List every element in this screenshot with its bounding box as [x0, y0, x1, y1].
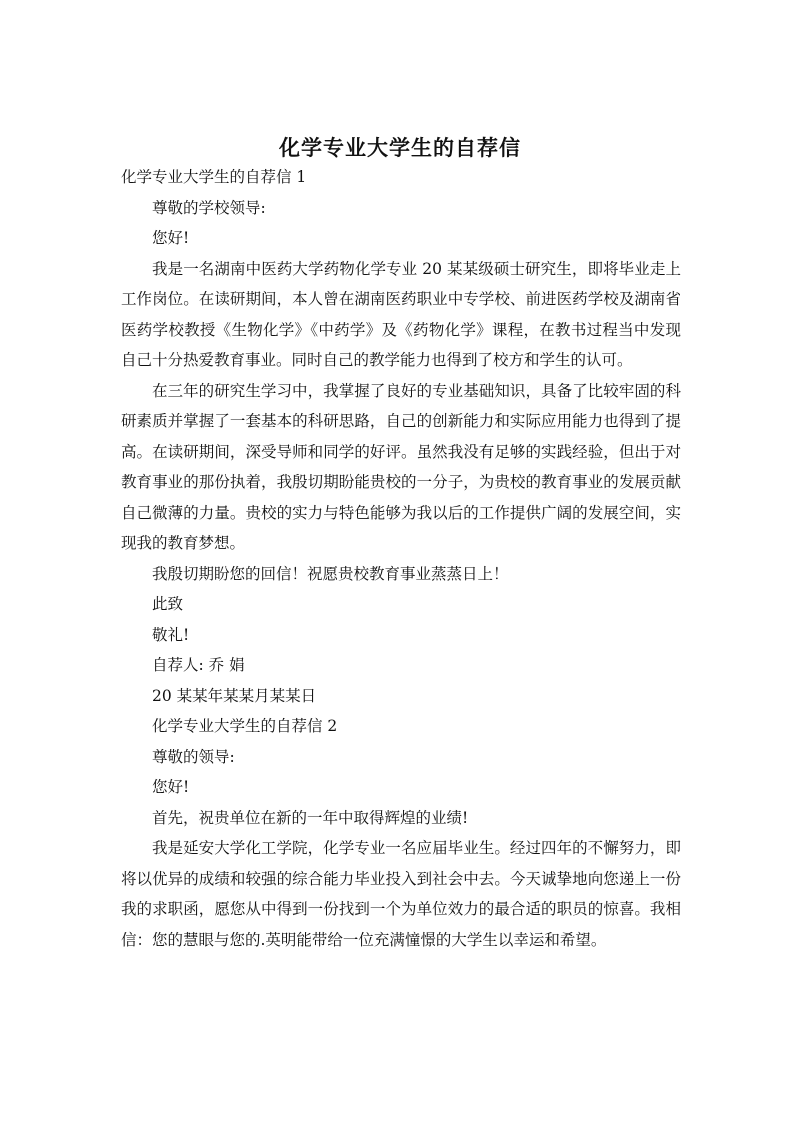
document-body	[121, 162, 681, 955]
paragraph-introduction: 我是一名湖南中医药大学药物化学专业 20 某某级硕士研究生，即将毕业走上工作岗位。在读研期间，本人曾在湖南医药职业中专学校、前进医药学校及湖南省医药学校教授《生物化学》《中药学》及《药物化学》课程，在教书过程当中发现自己十分热爱教育事业。同时自己的教学能力也得到了校方和学生的认可。	[121, 259, 681, 369]
paragraph-date: 20 某某年某某月某某日	[152, 686, 317, 705]
paragraph-wishes: 首先，祝贵单位在新的一年中取得辉煌的业绩!	[152, 808, 469, 827]
document-title: 化学专业大学生的自荐信	[279, 136, 521, 161]
paragraph-salutation: 尊敬的学校领导:	[152, 198, 266, 217]
paragraph-closing-wish: 我殷切期盼您的回信！祝愿贵校教育事业蒸蒸日上！	[152, 564, 509, 583]
paragraph-greeting-2: 您好!	[152, 778, 190, 796]
paragraph-jingli: 敬礼!	[152, 625, 190, 644]
paragraph-salutation-2: 尊敬的领导:	[152, 747, 235, 766]
paragraph-self-introduction: 我是延安大学化工学院，化学专业一名应届毕业生。经过四年的不懈努力，即将以优异的成绩和较强的综合能力毕业投入到社会中去。今天诚挚地向您递上一份我的求职函，愿您从中得到一份找到一个为单位效力的最合适的职员的惊喜。我相信：您的慧眼与您的.英明能带给一位充满憧憬的大学生以幸运和希望。	[121, 839, 681, 949]
paragraph-signature: 自荐人: 乔 娟	[152, 656, 245, 674]
paragraph-cizhi: 此致	[152, 595, 184, 613]
paragraph-heading-2: 化学专业大学生的自荐信 2	[152, 717, 338, 735]
paragraph-study-experience: 在三年的研究生学习中，我掌握了良好的专业基础知识，具备了比较牢固的科研素质并掌握了一套基本的科研思路，自己的创新能力和实际应用能力也得到了提高。在读研期间，深受导师和同学的好评。虽然我没有足够的实践经验，但出于对教育事业的那份执着，我殷切期盼能贵校的一分子，为贵校的教育事业的发展贡献自己微薄的力量。贵校的实力与特色能够为我以后的工作提供广阔的发展空间，实现我的教育梦想。	[121, 381, 681, 552]
paragraph-greeting: 您好!	[152, 229, 190, 247]
paragraph-heading-1: 化学专业大学生的自荐信 1	[121, 168, 307, 186]
